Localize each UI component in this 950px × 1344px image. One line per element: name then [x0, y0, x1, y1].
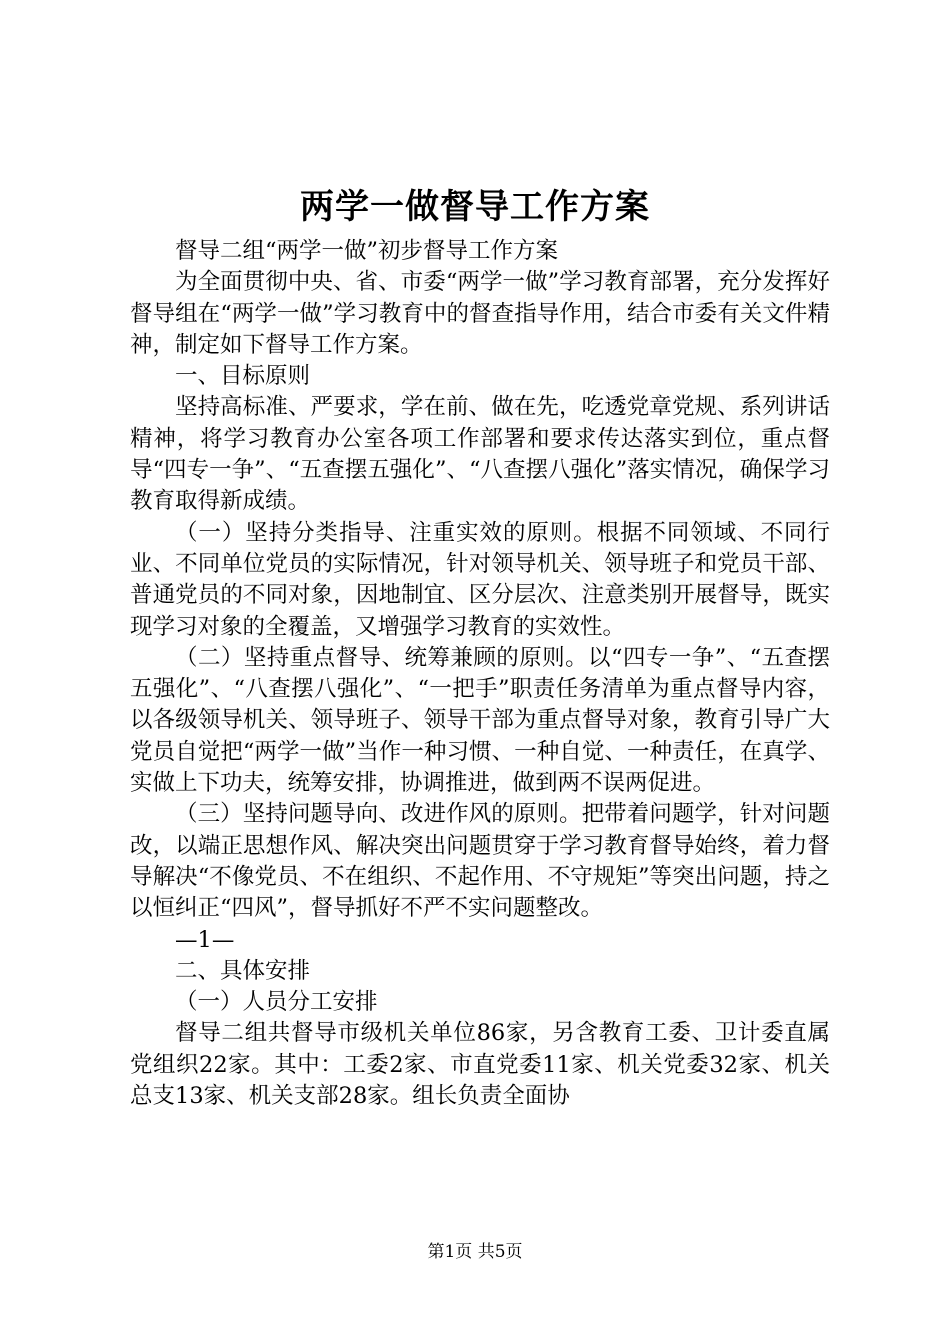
paragraph-principle-1: （一）坚持分类指导、注重实效的原则。根据不同领域、不同行业、不同单位党员的实际情况，针对领导机关、领导班子和党员干部、普通党员的不同对象，因地制宜、区分层次、注意类别开展督导，既实现学习对象的全覆盖，又增强学习教育的实效性。: [130, 519, 830, 640]
inline-page-number: —1—: [175, 926, 235, 953]
paragraph-principle-3: （三）坚持问题导向、改进作风的原则。把带着问题学，针对问题改，以端正思想作风、解决突出问题贯穿于学习教育督导始终，着力督导解决“不像党员、不在组织、不起作用、不守规矩”等突出问题，持之以恒纠正“四风”，督导抓好不严不实问题整改。: [130, 801, 830, 922]
page-footer: 第1页 共5页: [427, 1242, 523, 1262]
paragraph-subtitle: 督导二组“两学一做”初步督导工作方案: [175, 238, 559, 264]
heading-goal-principles: 一、目标原则: [175, 363, 311, 390]
paragraph-staff-assignment: 督导二组共督导市级机关单位86家，另含教育工委、卫计委直属党组织22家。其中：工委2家、市直党委11家、机关党委32家、机关总支13家、机关支部28家。组长负责全面协: [130, 1020, 830, 1110]
paragraph-principle-2: （二）坚持重点督导、统筹兼顾的原则。以“四专一争”、“五查摆五强化”、“八查摆八强化”、“一把手”职责任务清单为重点督导内容，以各级领导机关、领导班子、领导干部为重点督导对象，教育引导广大党员自觉把“两学一做”当作一种习惯、一种自觉、一种责任，在真学、实做上下功夫，统筹安排，协调推进，做到两不误两促进。: [130, 644, 830, 797]
heading-arrangements: 二、具体安排: [175, 957, 311, 984]
document-title: 两学一做督导工作方案: [300, 187, 650, 227]
document-body: [130, 236, 830, 1112]
heading-staff-assignment: （一）人员分工安排: [175, 989, 378, 1016]
paragraph-intro: 为全面贯彻中央、省、市委“两学一做”学习教育部署，充分发挥好督导组在“两学一做”学习教育中的督查指导作用，结合市委有关文件精神，制定如下督导工作方案。: [130, 269, 830, 358]
paragraph-goal: 坚持高标准、严要求，学在前、做在先，吃透党章党规、系列讲话精神，将学习教育办公室各项工作部署和要求传达落实到位，重点督导“四专一争”、“五查摆五强化”、“八查摆八强化”落实情况，确保学习教育取得新成绩。: [130, 394, 830, 515]
